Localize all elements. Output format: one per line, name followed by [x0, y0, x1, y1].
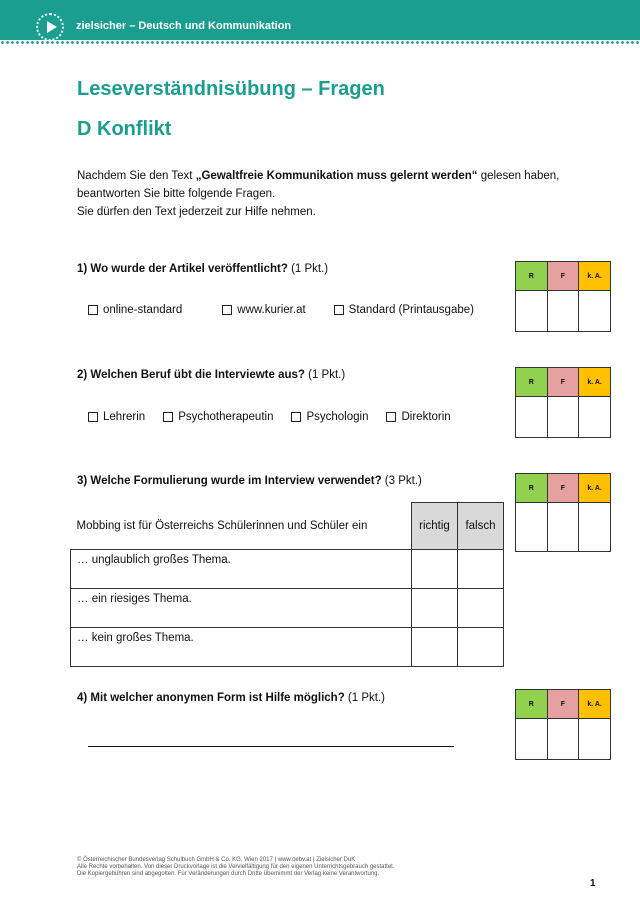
- checkbox-icon[interactable]: [334, 305, 344, 315]
- page-title: Leseverständnisübung – Fragen: [77, 78, 385, 100]
- checkbox-icon[interactable]: [163, 412, 173, 422]
- grading-box-3: R F k. A.: [515, 473, 611, 552]
- option-checkbox[interactable]: Lehrerin: [88, 411, 145, 423]
- falsch-cell[interactable]: [458, 589, 504, 628]
- richtig-cell[interactable]: [412, 550, 458, 589]
- question-2-options: [88, 411, 473, 423]
- brand-title: zielsicher – Deutsch und Kommunikation: [76, 20, 292, 32]
- table-row: … ein riesiges Thema.: [71, 589, 504, 628]
- option-checkbox[interactable]: Psychologin: [291, 411, 368, 423]
- grading-box-4: R F k. A.: [515, 689, 611, 760]
- table-row: … kein großes Thema.: [71, 628, 504, 667]
- intro-text: Nachdem Sie den Text „Gewaltfreie Kommunikation muss gelernt werden“ gelesen haben, beantworten Sie bitte folgende Fragen. Sie dürfen den Text jederzeit zur Hilfe nehmen.: [77, 170, 560, 218]
- statement-table: [70, 502, 504, 667]
- checkbox-icon[interactable]: [386, 412, 396, 422]
- column-falsch: falsch: [458, 503, 504, 550]
- option-checkbox[interactable]: www.kurier.at: [222, 304, 305, 316]
- answer-line[interactable]: [88, 746, 454, 747]
- checkbox-icon[interactable]: [88, 412, 98, 422]
- checkbox-icon[interactable]: [291, 412, 301, 422]
- play-icon: [36, 13, 64, 41]
- falsch-cell[interactable]: [458, 628, 504, 667]
- page-number: 1: [590, 878, 596, 889]
- table-row: … unglaublich großes Thema.: [71, 550, 504, 589]
- option-checkbox[interactable]: Standard (Printausgabe): [334, 304, 474, 316]
- question-1-options: [88, 304, 496, 316]
- question-4: 4) Mit welcher anonymen Form ist Hilfe möglich? (1 Pkt.): [77, 692, 385, 704]
- question-1: 1) Wo wurde der Artikel veröffentlicht? (1 Pkt.): [77, 263, 329, 275]
- statement-stem: Mobbing ist für Österreichs Schülerinnen und Schüler ein: [76, 519, 368, 532]
- richtig-cell[interactable]: [412, 628, 458, 667]
- header-bar: [0, 0, 640, 40]
- option-checkbox[interactable]: online-standard: [88, 304, 182, 316]
- footer: © Österreichischer Bundesverlag Schulbuch GmbH & Co. KG, Wien 2017 | www.oebv.at | Zielsicher DuK Alle Rechte vorbehalten. Von dieser Druckvorlage ist die Vervielfältigung für den eigenen Unterrichtsgebrauch gestattet. Die Kopiergebühren sind abgegolten. Für Veränderungen durch Dritte übernimmt der Verlag keine Verantwortung.: [77, 857, 395, 877]
- checkbox-icon[interactable]: [222, 305, 232, 315]
- column-richtig: richtig: [412, 503, 458, 550]
- page-subtitle: D Konflikt: [77, 118, 172, 140]
- option-checkbox[interactable]: Psychotherapeutin: [163, 411, 273, 423]
- checkbox-icon[interactable]: [88, 305, 98, 315]
- header-dotted-edge: [0, 40, 640, 46]
- question-3: 3) Welche Formulierung wurde im Interview verwendet? (3 Pkt.): [77, 475, 422, 487]
- falsch-cell[interactable]: [458, 550, 504, 589]
- richtig-cell[interactable]: [412, 589, 458, 628]
- grading-box-1: R F k. A.: [515, 261, 611, 332]
- option-checkbox[interactable]: Direktorin: [386, 411, 450, 423]
- grading-box-2: R F k. A.: [515, 367, 611, 438]
- question-2: 2) Welchen Beruf übt die Interviewte aus? (1 Pkt.): [77, 369, 346, 381]
